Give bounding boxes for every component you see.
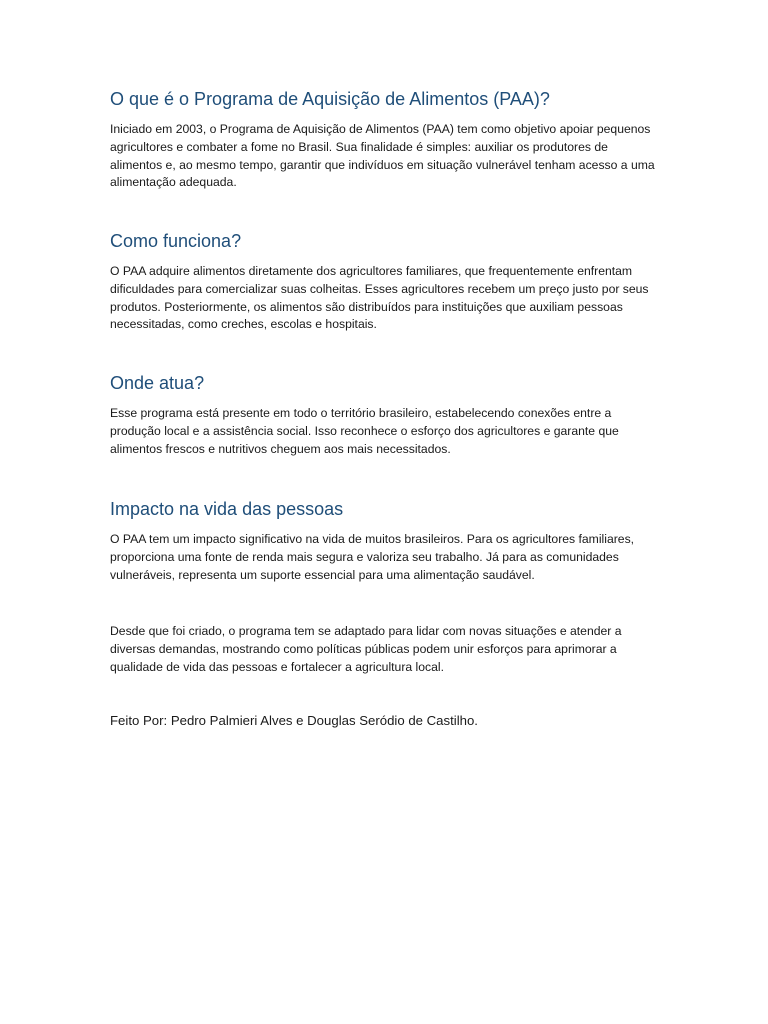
closing-paragraph: Desde que foi criado, o programa tem se adaptado para lidar com novas situações e atender a diversas demandas, mostrando como políticas públicas podem unir esforços para aprimorar a qualidade de vida das pessoas e fortalecer a agricultura local. bbox=[110, 624, 622, 674]
section-what-is-paa bbox=[110, 87, 662, 192]
section-paragraph: Esse programa está presente em todo o território brasileiro, estabelecendo conexões entre a produção local e a assistência social. Isso reconhece o esforço dos agricultores e garante que alimentos frescos e nutritivos cheguem aos mais necessitados. bbox=[110, 406, 619, 456]
section-paragraph: O PAA adquire alimentos diretamente dos agricultores familiares, que frequentemente enfrentam dificuldades para comercializar suas colheitas. Esses agricultores recebem um preço justo por seus produtos. Posteriormente, os alimentos são distribuídos para instituições que auxiliam pessoas necessitadas, como creches, escolas e hospitais. bbox=[110, 264, 649, 332]
author-signature-line: Feito Por: Pedro Palmieri Alves e Douglas Seródio de Castilho. bbox=[110, 713, 478, 728]
section-paragraph: Iniciado em 2003, o Programa de Aquisição de Alimentos (PAA) tem como objetivo apoiar pequenos agricultores e combater a fome no Brasil. Sua finalidade é simples: auxiliar os produtores de alimentos e, ao mesmo tempo, garantir que indivíduos em situação vulnerável tenham acesso a uma alimentação adequada. bbox=[110, 122, 655, 190]
section-heading: Impacto na vida das pessoas bbox=[110, 499, 344, 519]
section-impact bbox=[110, 497, 662, 584]
section-heading: O que é o Programa de Aquisição de Alimentos (PAA)? bbox=[110, 89, 550, 109]
section-heading: Onde atua? bbox=[110, 373, 205, 393]
section-where-it-acts bbox=[110, 371, 662, 458]
section-how-it-works bbox=[110, 229, 662, 334]
section-paragraph: O PAA tem um impacto significativo na vida de muitos brasileiros. Para os agricultores familiares, proporciona uma fonte de renda mais segura e valoriza seu trabalho. Já para as comunidades vulneráveis, representa um suporte essencial para uma alimentação saudável. bbox=[110, 532, 635, 582]
section-heading: Como funciona? bbox=[110, 231, 242, 251]
